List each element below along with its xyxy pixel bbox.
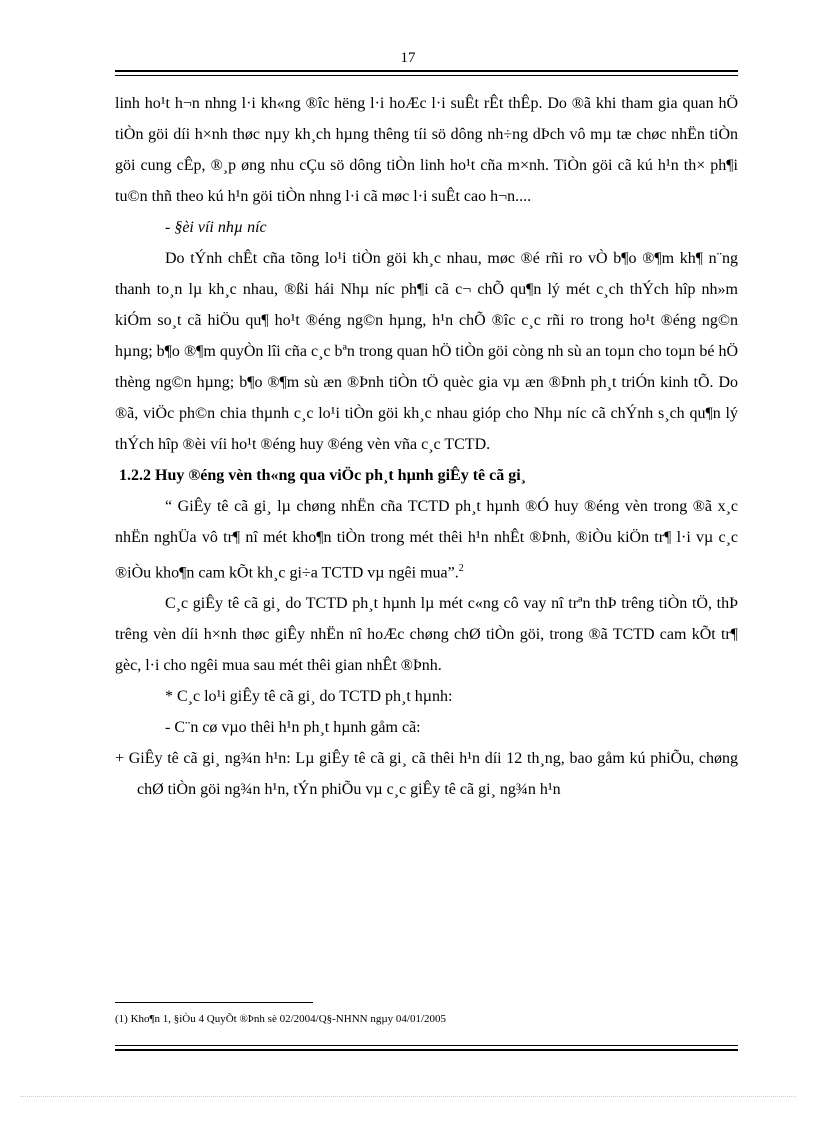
subheading-state: - §èi víi nhµ níc [165,219,267,236]
list-item-short-term: + GiÊy tê cã gi¸ ng¾n h¹n: Lµ giÊy tê cã gi¸ cã thêi h¹n díi 12 th¸ng, bao gåm kú phiÕu, chøng chØ tiÒn göi ng¾n h¹n, tÝn phiÕu vµ c¸c giÊy tê cã gi¸ ng¾n h¹n [115,750,738,799]
paragraph-1: linh ho¹t h¬n nhng l·i kh«ng ®îc hëng l·i hoÆc l·i suÊt rÊt thÊp. Do ®ã khi tham gia quan hÖ tiÒn göi díi h×nh thøc nµy kh¸ch hµng thêng tíi sö dông nh÷ng dÞch vô mµ tæ chøc nhËn tiÒn göi cung cÊp, ®¸p øng nhu cÇu sö dông tiÒn linh ho¹t cña m×nh. TiÒn göi cã kú h¹n th× ph¶i tu©n thñ theo kú h¹n göi tiÒn nhng l·i cã møc l·i suÊt cao h¬n.... [115,95,738,205]
header-rule-thin [115,75,738,76]
page-number: 17 [400,50,416,66]
paragraph-5: C¸c giÊy tê cã gi¸ do TCTD ph¸t hµnh lµ mét c«ng cô vay nî trªn thÞ trêng tiÒn tÖ, thÞ trêng vèn díi h×nh thøc giÊy nhËn nî hoÆc chøng chØ tiÒn göi, trong ®ã TCTD cam kÕt tr¶ gèc, l·i cho ngêi mua sau mét thêi gian nhÊt ®Þnh. [115,595,738,675]
footnote-separator [115,1002,313,1003]
footer-rule-thick [115,1049,738,1051]
definition-quote [115,491,738,588]
footnote-reference[interactable]: 2 [458,563,464,574]
paragraph-3: Do tÝnh chÊt cña tõng lo¹i tiÒn göi kh¸c nhau, møc ®é rñi ro vÒ b¶o ®¶m kh¶ n¨ng thanh to¸n lµ kh¸c nhau, ®ßi hái Nhµ níc ph¶i cã c¬ chÕ qu¶n lý mét c¸ch thÝch hîp nh»m kiÓm so¸t cã hiÖu qu¶ ho¹t ®éng ng©n hµng, h¹n chÕ ®îc c¸c rñi ro trong ho¹t ®éng ng©n hµng; b¶o ®¶m quyÒn lîi cña c¸c bªn trong quan hÖ tiÒn göi còng nh sù an toµn cho toµn bé hÖ thèng ng©n hµng; b¶o ®¶m sù æn ®Þnh tiÒn tÖ quèc gia vµ æn ®Þnh ph¸t triÓn kinh tÕ. Do ®ã, viÖc ph©n chia thµnh c¸c lo¹i tiÒn göi kh¸c nhau gióp cho Nhµ níc cã chÝnh s¸ch qu¶n lý thÝch hîp ®èi víi ho¹t ®éng huy ®éng vèn vña c¸c TCTD. [115,250,738,453]
page-body [115,88,738,805]
list-heading: * C¸c lo¹i giÊy tê cã gi¸ do TCTD ph¸t hµnh: [165,688,453,706]
footnote: (1) Kho¶n 1, §iÒu 4 QuyÕt ®Þnh sè 02/2004/Q§-NHNN ngµy 04/01/2005 [115,1013,447,1025]
header-rule-thick [115,70,738,72]
footer-rule-thin [115,1045,738,1046]
list-subheading: - C¨n cø vµo thêi h¹n ph¸t hµnh gåm cã: [165,719,421,737]
section-heading: 1.2.2 Huy ®éng vèn th«ng qua viÖc ph¸t hµnh giÊy tê cã gi¸ [119,467,526,484]
definition-text: “ GiÊy tê cã gi¸ lµ chøng nhËn cña TCTD ph¸t hµnh ®Ó huy ®éng vèn trong ®ã x¸c nhËn nghÜa vô tr¶ nî mét kho¶n tiÒn trong mét thêi h¹n nhÊt ®Þnh, ®iÒu kiÖn tr¶ l·i vµ c¸c ®iÒu kho¶n cam kÕt kh¸c gi÷a TCTD vµ ngêi mua”. [115,498,738,582]
page-edge-dotted [20,1096,796,1097]
